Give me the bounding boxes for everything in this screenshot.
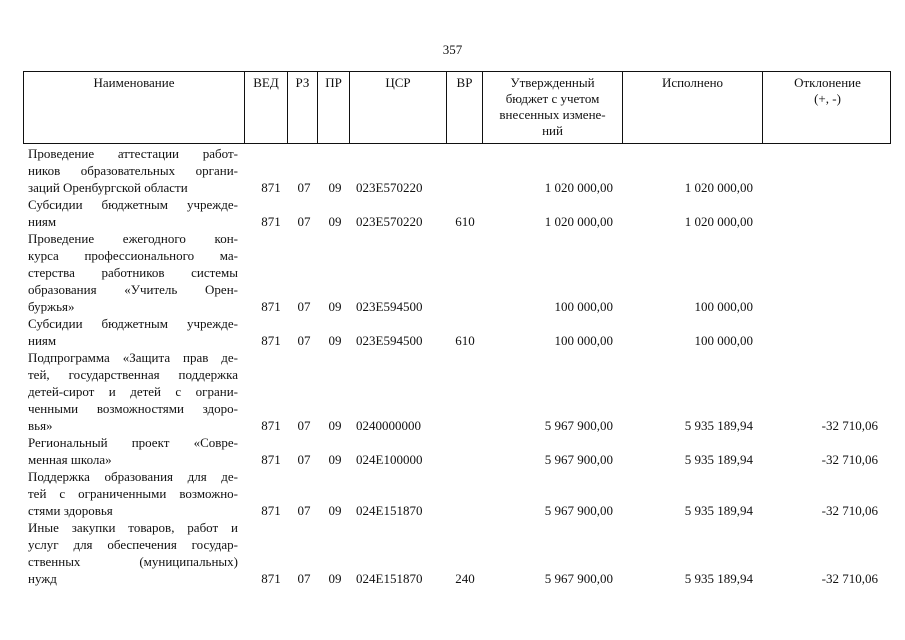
row-vr: 240 — [455, 571, 475, 586]
row-name-line: Поддержка образования для де- — [28, 469, 238, 484]
table-header — [23, 71, 891, 144]
table-row — [0, 230, 905, 315]
row-pr: 09 — [328, 180, 342, 195]
row-name — [28, 434, 238, 468]
row-name-line: стями здоровья — [28, 503, 113, 518]
row-budget: 1 020 000,00 — [544, 214, 613, 229]
row-executed: 5 935 189,94 — [684, 503, 753, 518]
header-budget-line: бюджет с учетом — [505, 91, 600, 106]
row-name-line: заций Оренбургской области — [28, 180, 188, 195]
row-csr: 023E570220 — [356, 214, 423, 229]
header-rz: РЗ — [287, 72, 317, 143]
row-name-line: Субсидии бюджетным учрежде- — [28, 197, 238, 212]
row-ved: 871 — [261, 299, 281, 314]
table-row — [0, 434, 905, 468]
row-rz: 07 — [297, 333, 311, 348]
row-ved: 871 — [261, 214, 281, 229]
row-budget: 5 967 900,00 — [544, 571, 613, 586]
row-name-line: вья» — [28, 418, 53, 433]
table-row — [0, 349, 905, 434]
row-name-line: курса профессионального ма- — [28, 248, 238, 263]
table-row — [0, 196, 905, 230]
row-rz: 07 — [297, 299, 311, 314]
row-pr: 09 — [328, 299, 342, 314]
row-name-line: тей с ограниченными возможно- — [28, 486, 238, 501]
table-body — [0, 145, 905, 587]
row-budget: 100 000,00 — [554, 333, 613, 348]
row-rz: 07 — [297, 214, 311, 229]
row-name — [28, 519, 238, 587]
row-name-line: Субсидии бюджетным учрежде- — [28, 316, 238, 331]
table-row — [0, 145, 905, 196]
row-rz: 07 — [297, 180, 311, 195]
page-number: 357 — [442, 42, 463, 57]
header-executed: Исполнено — [622, 72, 762, 143]
row-budget: 1 020 000,00 — [544, 180, 613, 195]
row-name-line: детей-сирот и детей с ограни- — [28, 384, 238, 399]
row-csr: 023E594500 — [356, 299, 423, 314]
row-executed: 1 020 000,00 — [684, 180, 753, 195]
row-name-line: нужд — [28, 571, 57, 586]
table-row — [0, 468, 905, 519]
row-budget: 5 967 900,00 — [544, 452, 613, 467]
row-ved: 871 — [261, 418, 281, 433]
row-name-line: Проведение аттестации работ- — [28, 146, 238, 161]
row-name-line: Иные закупки товаров, работ и — [28, 520, 238, 535]
header-deviation — [762, 72, 892, 143]
row-deviation: -32 710,06 — [821, 418, 878, 433]
row-ved: 871 — [261, 180, 281, 195]
row-pr: 09 — [328, 333, 342, 348]
row-rz: 07 — [297, 418, 311, 433]
row-vr: 610 — [455, 333, 475, 348]
header-budget — [482, 72, 622, 143]
header-deviation-line: (+, -) — [814, 91, 841, 106]
row-name — [28, 349, 238, 434]
row-csr: 023E594500 — [356, 333, 423, 348]
row-executed: 1 020 000,00 — [684, 214, 753, 229]
row-csr: 024E100000 — [356, 452, 423, 467]
row-deviation: -32 710,06 — [821, 571, 878, 586]
row-name — [28, 145, 238, 196]
row-pr: 09 — [328, 418, 342, 433]
header-ved: ВЕД — [244, 72, 287, 143]
row-pr: 09 — [328, 214, 342, 229]
row-name-line: ниям — [28, 333, 57, 348]
row-name-line: Подпрограмма «Защита прав де- — [28, 350, 238, 365]
row-name-line: Региональный проект «Совре- — [28, 435, 238, 450]
header-vr: ВР — [446, 72, 482, 143]
row-executed: 100 000,00 — [694, 333, 753, 348]
header-budget-line: внесенных измене- — [499, 107, 606, 122]
row-pr: 09 — [328, 503, 342, 518]
row-name — [28, 230, 238, 315]
header-pr: ПР — [317, 72, 349, 143]
row-executed: 100 000,00 — [694, 299, 753, 314]
header-budget-line: ний — [542, 123, 563, 138]
table-row — [0, 315, 905, 349]
row-csr: 024E151870 — [356, 503, 423, 518]
row-ved: 871 — [261, 503, 281, 518]
row-executed: 5 935 189,94 — [684, 452, 753, 467]
row-pr: 09 — [328, 571, 342, 586]
row-name-line: ников образовательных органи- — [28, 163, 238, 178]
row-name-line: Проведение ежегодного кон- — [28, 231, 238, 246]
row-csr: 023E570220 — [356, 180, 423, 195]
row-name-line: менная школа» — [28, 452, 112, 467]
row-vr: 610 — [455, 214, 475, 229]
row-ved: 871 — [261, 452, 281, 467]
header-deviation-line: Отклонение — [794, 75, 861, 90]
header-name: Наименование — [93, 75, 175, 90]
row-name — [28, 468, 238, 519]
row-pr: 09 — [328, 452, 342, 467]
row-name-line: ственных (муниципальных) — [28, 554, 238, 569]
row-ved: 871 — [261, 333, 281, 348]
row-name-line: образования «Учитель Орен- — [28, 282, 238, 297]
row-rz: 07 — [297, 503, 311, 518]
row-budget: 100 000,00 — [554, 299, 613, 314]
row-name — [28, 196, 238, 230]
row-executed: 5 935 189,94 — [684, 418, 753, 433]
table-row — [0, 519, 905, 587]
row-name-line: тей, государственная поддержка — [28, 367, 238, 382]
row-name-line: буржья» — [28, 299, 75, 314]
row-name-line: услуг для обеспечения государ- — [28, 537, 238, 552]
row-ved: 871 — [261, 571, 281, 586]
row-deviation: -32 710,06 — [821, 503, 878, 518]
row-deviation: -32 710,06 — [821, 452, 878, 467]
row-executed: 5 935 189,94 — [684, 571, 753, 586]
row-budget: 5 967 900,00 — [544, 503, 613, 518]
row-name-line: стерства работников системы — [28, 265, 238, 280]
row-budget: 5 967 900,00 — [544, 418, 613, 433]
row-csr: 0240000000 — [356, 418, 421, 433]
header-csr: ЦСР — [349, 72, 446, 143]
row-name-line: ченными возможностями здоро- — [28, 401, 238, 416]
row-rz: 07 — [297, 452, 311, 467]
row-csr: 024E151870 — [356, 571, 423, 586]
row-name — [28, 315, 238, 349]
header-budget-line: Утвержденный — [510, 75, 595, 90]
row-name-line: ниям — [28, 214, 57, 229]
row-rz: 07 — [297, 571, 311, 586]
